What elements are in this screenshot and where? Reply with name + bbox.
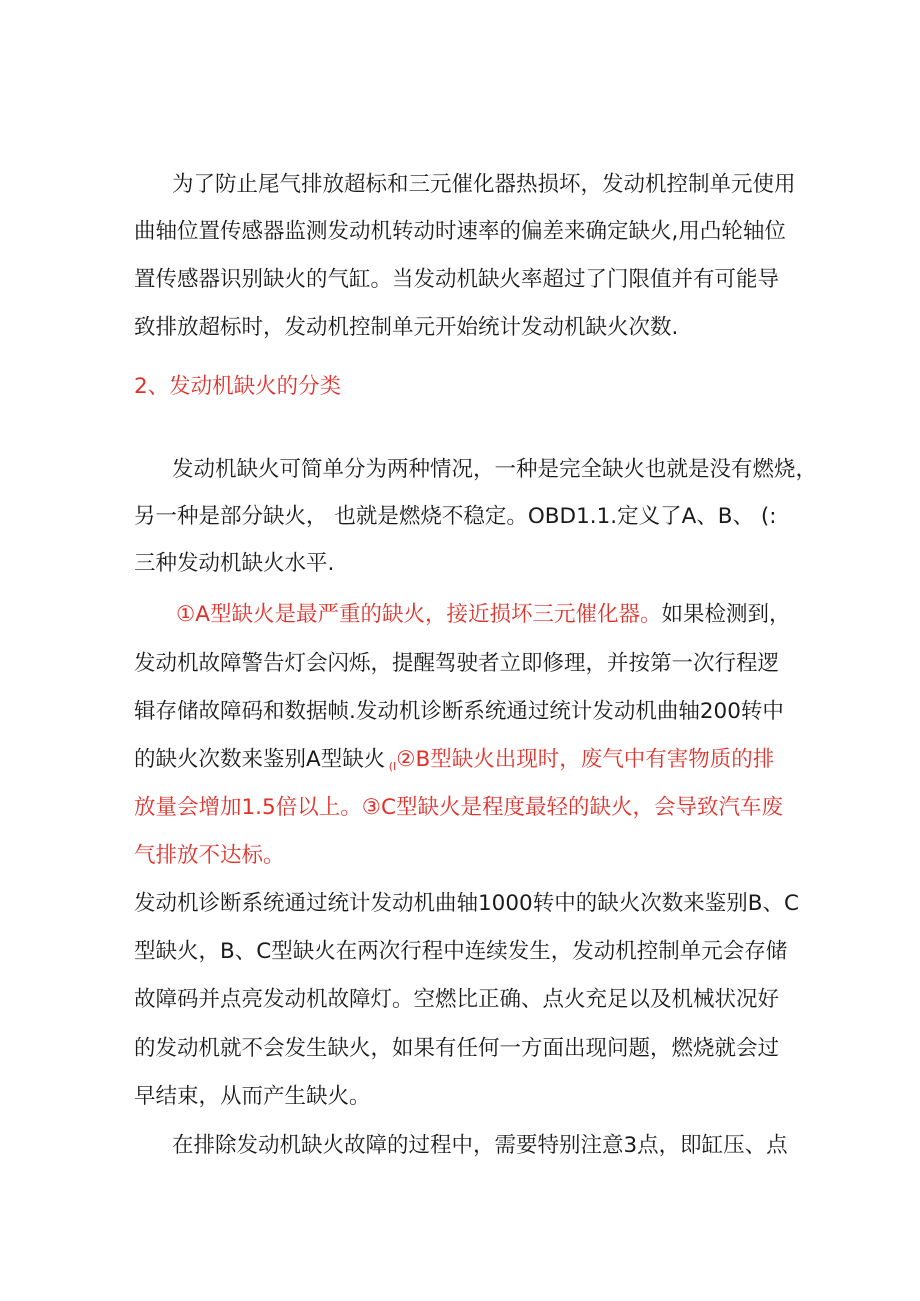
para2-line1: 发动机缺火可简单分为两种情况，一种是完全缺火也就是没有燃烧，	[172, 457, 818, 482]
section-heading: 2、发动机缺火的分类	[134, 374, 342, 399]
para5-line1: 在排除发动机缺火故障的过程中，需要特别注意3点，即缸压、点	[172, 1133, 788, 1158]
para3-line1	[176, 600, 799, 630]
para3-line5: 放量会增加1.5倍以上。③C型缺火是程度最轻的缺火，会导致汽车废	[134, 795, 783, 820]
para1-line1: 为了防止尾气排放超标和三元催化器热损坏，发动机控制单元使用	[172, 172, 796, 197]
para3-line1-tail: 如果检测到，	[661, 602, 791, 627]
type-b-highlight: ②B型缺火出现时，废气中有害物质的排	[396, 747, 775, 772]
para3-line4-head: 的缺火次数来鉴别A型缺火	[134, 747, 386, 772]
para4-line4: 的发动机就不会发生缺火，如果有任何一方面出现问题，燃烧就会过	[134, 1036, 780, 1061]
para4-line3: 故障码并点亮发动机故障灯。空燃比正确、点火充足以及机械状况好	[134, 987, 780, 1012]
stray-mark: (I	[385, 760, 397, 773]
para4-line2: 型缺火，B、C型缺火在两次行程中连续发生，发动机控制单元会存储	[134, 939, 788, 964]
para1-line3: 置传感器识别缺火的气缸。当发动机缺火率超过了门限值并有可能导	[134, 267, 780, 292]
para2-line2: 另一种是部分缺火， 也就是燃烧不稳定。OBD1.1.定义了A、B、 (:	[134, 504, 777, 529]
para3-line2: 发动机故障警告灯会闪烁，提醒驾驶者立即修理，并按第一次行程逻	[134, 651, 780, 676]
para2-line3: 三种发动机缺火水平.	[134, 551, 335, 576]
para4-line1: 发动机诊断系统通过统计发动机曲轴1000转中的缺火次数来鉴别B、C	[134, 891, 799, 916]
type-a-highlight: ①A型缺火是最严重的缺火，接近损坏三元催化器。	[176, 602, 662, 627]
para3-line3: 辑存储故障码和数据帧.发动机诊断系统通过统计发动机曲轴200转中	[134, 699, 784, 724]
para1-line4: 致排放超标时，发动机控制单元开始统计发动机缺火次数.	[134, 315, 679, 340]
para4-line5: 早结束，从而产生缺火。	[134, 1084, 371, 1109]
para1-line2: 曲轴位置传感器监测发动机转动时速率的偏差来确定缺火,用凸轮轴位	[134, 219, 786, 244]
para3-line4	[134, 745, 799, 782]
para3-line6: 气排放不达标。	[134, 843, 285, 868]
